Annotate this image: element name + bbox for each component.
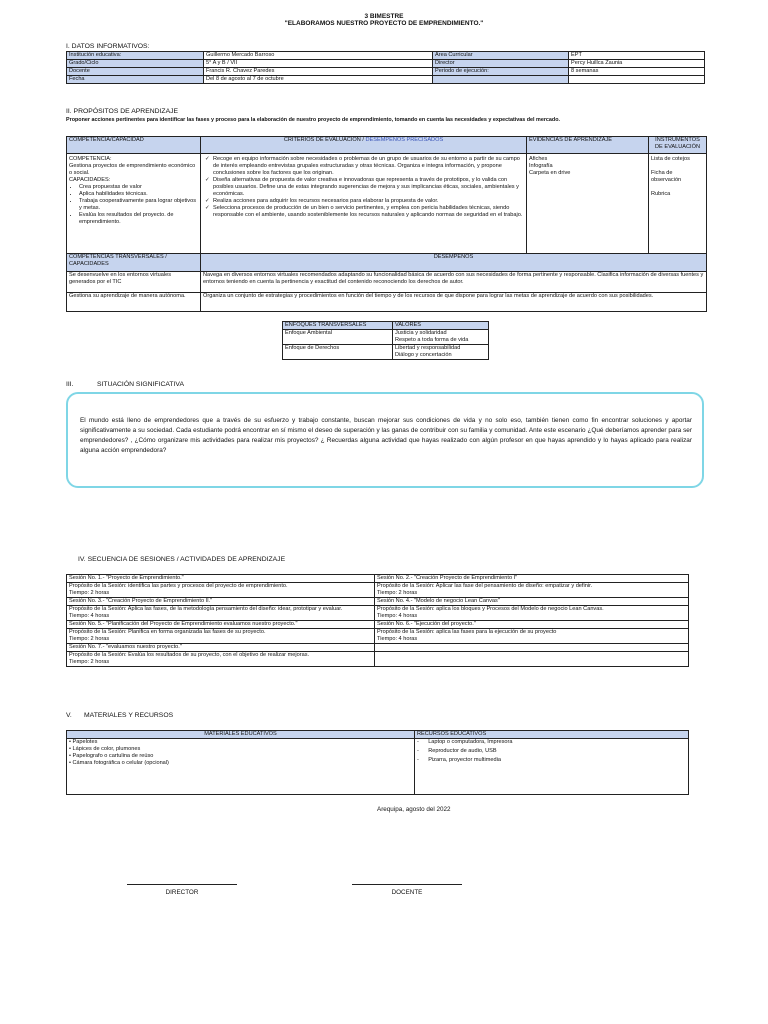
- session-purpose: Propósito de la Sesión: Aplicar las fase del pensamiento de diseño: empatizar y definir.: [377, 583, 593, 589]
- datos-value: 5° A y B / VII: [204, 60, 433, 68]
- sesiones-table: [66, 574, 689, 667]
- competencia-label: COMPETENCIA:: [69, 156, 112, 162]
- bimestre-label: 3 BIMESTRE: [364, 13, 404, 20]
- header-competencia: COMPETENCIA/CAPACIDAD: [67, 137, 201, 154]
- table-row: [67, 293, 707, 312]
- datos-row: [67, 60, 705, 68]
- session-detail: [375, 629, 689, 644]
- transversales-header-row: [67, 254, 707, 272]
- table-row: [67, 739, 689, 795]
- session-title: Sesión No. 3.- "Creación Proyecto de Emprendimiento II.": [67, 598, 375, 606]
- session-purpose: Propósito de la Sesión: Planifica en forma organizada las fases de su proyecto.: [69, 629, 266, 635]
- header-transversales: COMPETENCIAS TRANSVERSALES / CAPACIDADES: [67, 254, 201, 272]
- enfoques-header-row: [283, 322, 489, 330]
- session-title: Sesión No. 6.- "Ejecución del proyecto.": [375, 621, 689, 629]
- section-3-number: III.: [66, 381, 74, 388]
- datos-row: [67, 68, 705, 76]
- session-time: Tiempo: 2 horas: [69, 590, 110, 596]
- datos-value: Del 8 de agosto al 7 de octubre: [204, 76, 433, 84]
- document-title: "ELABORAMOS NUESTRO PROYECTO DE EMPRENDIMIENTO.": [284, 20, 484, 27]
- datos-value: Percy Huillca Zaunia: [569, 60, 705, 68]
- criterios-list: [203, 156, 524, 219]
- trans-desempeno: Organiza un conjunto de estrategias y procedimientos en función del tiempo y de los recursos de que dispone para lograr las metas de aprendizaje de acuerdo con sus posibilidades.: [201, 293, 707, 312]
- recurso: Pizarra, proyector multimedia: [428, 757, 501, 763]
- table-row: [67, 629, 689, 644]
- section-5-title: MATERIALES Y RECURSOS: [84, 712, 174, 719]
- table-row: [67, 606, 689, 621]
- proposito-intro: Proponer acciones pertinentes para identificar las fases y proceso para la elaboración de nuestro proyecto de emprendimiento, tomando en cuenta las necesidades y expectativas del mercado.: [66, 117, 561, 123]
- list-item: Ficha de observación: [651, 170, 682, 183]
- session-title: Sesión No. 1.- "Proyecto de Emprendimiento.": [67, 575, 375, 583]
- trans-desempeno: Navega en diversos entornos virtuales recomendados adaptando su funcionalidad básica de acuerdo con sus necesidades de forma pertinente y responsable. Clasifica información de diversas fuentes y entornos teniendo en cuenta la pertinencia y exactitud del contenido reconociendo los derechos de autor.: [201, 272, 707, 293]
- session-time: Tiempo: 2 horas: [69, 659, 110, 665]
- table-row: [283, 345, 489, 360]
- datos-key: [433, 76, 569, 84]
- signature-line-docente: [352, 884, 462, 885]
- materiales-cell: [67, 739, 415, 795]
- datos-key: Director: [433, 60, 569, 68]
- criterios-cell: [201, 154, 527, 254]
- signature-line-director: [127, 884, 237, 885]
- datos-key: Periodo de ejecución:: [433, 68, 569, 76]
- datos-value: Guillermo Mercado Barroso: [204, 52, 433, 60]
- propositos-table: [66, 136, 707, 254]
- list-item: ✓ Realiza acciones para adquirir los recursos necesarios para elaborar la propuesta de valor.: [213, 198, 524, 205]
- datos-value: [569, 76, 705, 84]
- list-item: - Pizarra, proyector multimedia: [417, 757, 501, 763]
- list-item: Afiches: [529, 156, 548, 162]
- valor: Libertad y responsabilidad: [395, 345, 461, 351]
- session-purpose: Propósito de la Sesión: Aplica las fases, de la metodología pensamiento del diseño: idear, prototipar y evaluar.: [69, 606, 343, 612]
- list-item: • Evalúa los resultados del proyecto. de emprendimiento.: [79, 212, 198, 226]
- session-time: Tiempo: 4 horas: [69, 613, 110, 619]
- list-item: ✓ Recoge en equipo información sobre necesidades o problemas de un grupo de usuarios de su entorno a partir de su campo de interés empleando entrevistas grupales estructuradas y otras técnicas. Organiza e integra información, y propone conclusiones sobre los factores que los originan.: [213, 156, 524, 177]
- datos-key: Fecha: [67, 76, 204, 84]
- section-3-title: SITUACIÓN SIGNIFICATIVA: [97, 381, 184, 388]
- list-item: • Papelografo o cartulina de reúso: [69, 753, 154, 759]
- list-item: Rubrica: [651, 191, 671, 197]
- session-time: Tiempo: 2 horas: [377, 590, 418, 596]
- material: Papelografo o cartulina de reúso: [72, 753, 154, 759]
- propositos-header-row: [67, 137, 707, 154]
- header-enfoques: ENFOQUES TRANSVERSALES: [283, 322, 393, 330]
- datos-row: [67, 76, 705, 84]
- header-recursos: RECURSOS EDUCATIVOS: [415, 731, 689, 739]
- table-row: [67, 621, 689, 629]
- list-item: • Trabaja cooperativamente para lograr objetivos y metas.: [79, 198, 198, 212]
- valor: Diálogo y concertación: [395, 352, 452, 358]
- trans-competencia: Gestiona su aprendizaje de manera autónoma.: [67, 293, 201, 312]
- datos-table: [66, 51, 705, 84]
- session-time: Tiempo: 2 horas: [69, 636, 110, 642]
- datos-value: Francis R. Chavez Paredes: [204, 68, 433, 76]
- session-detail: [67, 606, 375, 621]
- header-instrumentos: INSTRUMENTOS DE EVALUACIÓN: [649, 137, 707, 154]
- table-row: [67, 598, 689, 606]
- enfoque-valores: [393, 345, 489, 360]
- enfoque-name: Enfoque de Derechos: [283, 345, 393, 360]
- list-item: Carpeta en drive: [529, 170, 571, 176]
- recurso: Reproductor de audio, USB: [428, 748, 497, 754]
- list-item: ✓ Selecciona procesos de producción de un bien o servicio pertinentes, y emplea con pericia habilidades técnicas, siendo responsable con el ambiente, usando sosteniblemente los recursos naturales y aplicando normas de seguridad en el trabajo.: [213, 205, 524, 219]
- session-detail: [375, 606, 689, 621]
- section-5-number: V.: [66, 712, 72, 719]
- list-item: • Papelotes: [69, 739, 98, 745]
- capacidades-list: [69, 184, 198, 226]
- session-title: [375, 644, 689, 652]
- capacidades-label: CAPACIDADES:: [69, 177, 111, 183]
- header-evidencias: EVIDENCIAS DE APRENDIZAJE: [527, 137, 649, 154]
- materiales-header-row: [67, 731, 689, 739]
- evidencias-cell: [527, 154, 649, 254]
- session-purpose: Propósito de la Sesión: identifica las partes y procesos del proyecto de emprendimiento.: [69, 583, 288, 589]
- competencia-text: Gestiona proyectos de emprendimiento económico o social.: [69, 163, 196, 176]
- situacion-box: [66, 392, 704, 488]
- datos-key: Área Curricular: [433, 52, 569, 60]
- session-time: Tiempo: 4 horas: [377, 636, 418, 642]
- datos-row: [67, 52, 705, 60]
- header-criterios: [201, 137, 527, 154]
- session-purpose: Propósito de la Sesión: aplica los bloques y Procesos del Modelo de negocio Lean Canvas.: [377, 606, 604, 612]
- datos-key: Institución educativa:: [67, 52, 204, 60]
- table-row: [67, 272, 707, 293]
- list-item: • Lápices de color, plumones: [69, 746, 141, 752]
- header-materiales: MATERIALES EDUCATIVOS: [67, 731, 415, 739]
- header-desempenos-trans: DESEMPEÑOS: [201, 254, 707, 272]
- enfoques-table: [282, 321, 489, 360]
- session-detail: [375, 583, 689, 598]
- session-detail: [67, 583, 375, 598]
- instrumentos-cell: [649, 154, 707, 254]
- section-1-title: I. DATOS INFORMATIVOS:: [66, 43, 150, 50]
- enfoque-valores: [393, 330, 489, 345]
- session-purpose: Propósito de la Sesión: Evalúa los resultados de su proyecto, con el objetivo de realizar mejoras.: [69, 652, 310, 658]
- datos-value: 8 semanas: [569, 68, 705, 76]
- list-item: • Crea propuestas de valor: [79, 184, 198, 191]
- place-date: Arequipa, agosto del 2022: [377, 806, 451, 813]
- signature-director-label: DIRECTOR: [165, 889, 199, 896]
- list-item: - Laptop o computadora, Impresora: [417, 739, 513, 745]
- competencia-cell: [67, 154, 201, 254]
- material: Lápices de color, plumones: [72, 746, 141, 752]
- list-item: - Reproductor de audio, USB: [417, 748, 497, 754]
- list-item: • Aplica habilidades técnicas.: [79, 191, 198, 198]
- datos-key: Docente: [67, 68, 204, 76]
- document-header: [0, 13, 768, 27]
- trans-competencia: Se desenvuelve en los entornos virtuales generados por el TIC: [67, 272, 201, 293]
- table-row: [67, 575, 689, 583]
- session-time: Tiempo: 4 horas: [377, 613, 418, 619]
- signature-docente-label: DOCENTE: [391, 889, 423, 896]
- materiales-table: [66, 730, 689, 795]
- section-4-title: IV. SECUENCIA DE SESIONES / ACTIVIDADES DE APRENDIZAJE: [78, 556, 286, 563]
- valor: Respeto a toda forma de vida: [395, 337, 469, 343]
- session-title: Sesión No. 7.- "evaluamos nuestro proyecto.": [67, 644, 375, 652]
- valor: Justicia y solidaridad: [395, 330, 447, 336]
- session-detail: [67, 652, 375, 667]
- header-criterios-a: CRITERIOS DE EVALUACION /: [283, 137, 366, 143]
- session-title: Sesión No. 5.- "Planificación del Proyecto de Emprendimiento evaluamos nuestro proyecto.": [67, 621, 375, 629]
- table-row: [67, 644, 689, 652]
- session-detail: [67, 629, 375, 644]
- recursos-cell: [415, 739, 689, 795]
- list-item: Lista de cotejos: [651, 156, 690, 162]
- session-title: Sesión No. 2.- "Creación Proyecto de Emprendimiento I": [375, 575, 689, 583]
- table-row: [283, 330, 489, 345]
- propositos-body-row: [67, 154, 707, 254]
- section-2-title: II. PROPÓSITOS DE APRENDIZAJE: [66, 108, 179, 115]
- table-row: [67, 583, 689, 598]
- session-title: Sesión No. 4.- "Modelo de negocio Lean Canvas": [375, 598, 689, 606]
- session-detail: [375, 652, 689, 667]
- material: Cámara fotográfica o celular (opcional): [72, 760, 169, 766]
- table-row: [67, 652, 689, 667]
- transversales-table: [66, 253, 707, 312]
- list-item: • Cámara fotográfica o celular (opcional): [69, 760, 169, 766]
- recurso: Laptop o computadora, Impresora: [428, 739, 513, 745]
- material: Papelotes: [72, 739, 98, 745]
- list-item: ✓ Diseña alternativas de propuesta de valor creativa e innovadoras que representa a través de prototipos, y lo valida con posibles usuarios. Define una de estas integrando sugerencias de mejora y sus implicancias éticas, sociales, ambientales y económicas.: [213, 177, 524, 198]
- datos-value: EPT: [569, 52, 705, 60]
- session-purpose: Propósito de la Sesión: aplica las fases para la ejecución de su proyecto: [377, 629, 557, 635]
- situacion-text: El mundo está lleno de emprendedores que a través de su esfuerzo y trabajo constante, buscan mejorar sus condiciones de vida y no solo eso, también tienen como fin encontrar soluciones y aportar significativamente a su sociedad. Cada estudiante podrá encontrar en sí mismo el deseo de superación y las ganas de contribuir con su familia y comunidad. Ante este escenario ¿Qué deberíamos aprender para ser emprendedores? , ¿Cómo organizare mis actividades para realizar mis proyectos? ¿ Recuerdas alguna actividad que hayas realizado con algún profesor en que hayas aprendido y lo hayas aplicado para realizar alguna acción emprendedora?: [80, 417, 692, 454]
- header-desempenos: DESEMPEÑOS PRECISADOS: [365, 137, 444, 143]
- enfoque-name: Enfoque Ambiental: [283, 330, 393, 345]
- datos-key: Grado/Ciclo: [67, 60, 204, 68]
- list-item: Infografía: [529, 163, 553, 169]
- header-valores: VALORES: [393, 322, 489, 330]
